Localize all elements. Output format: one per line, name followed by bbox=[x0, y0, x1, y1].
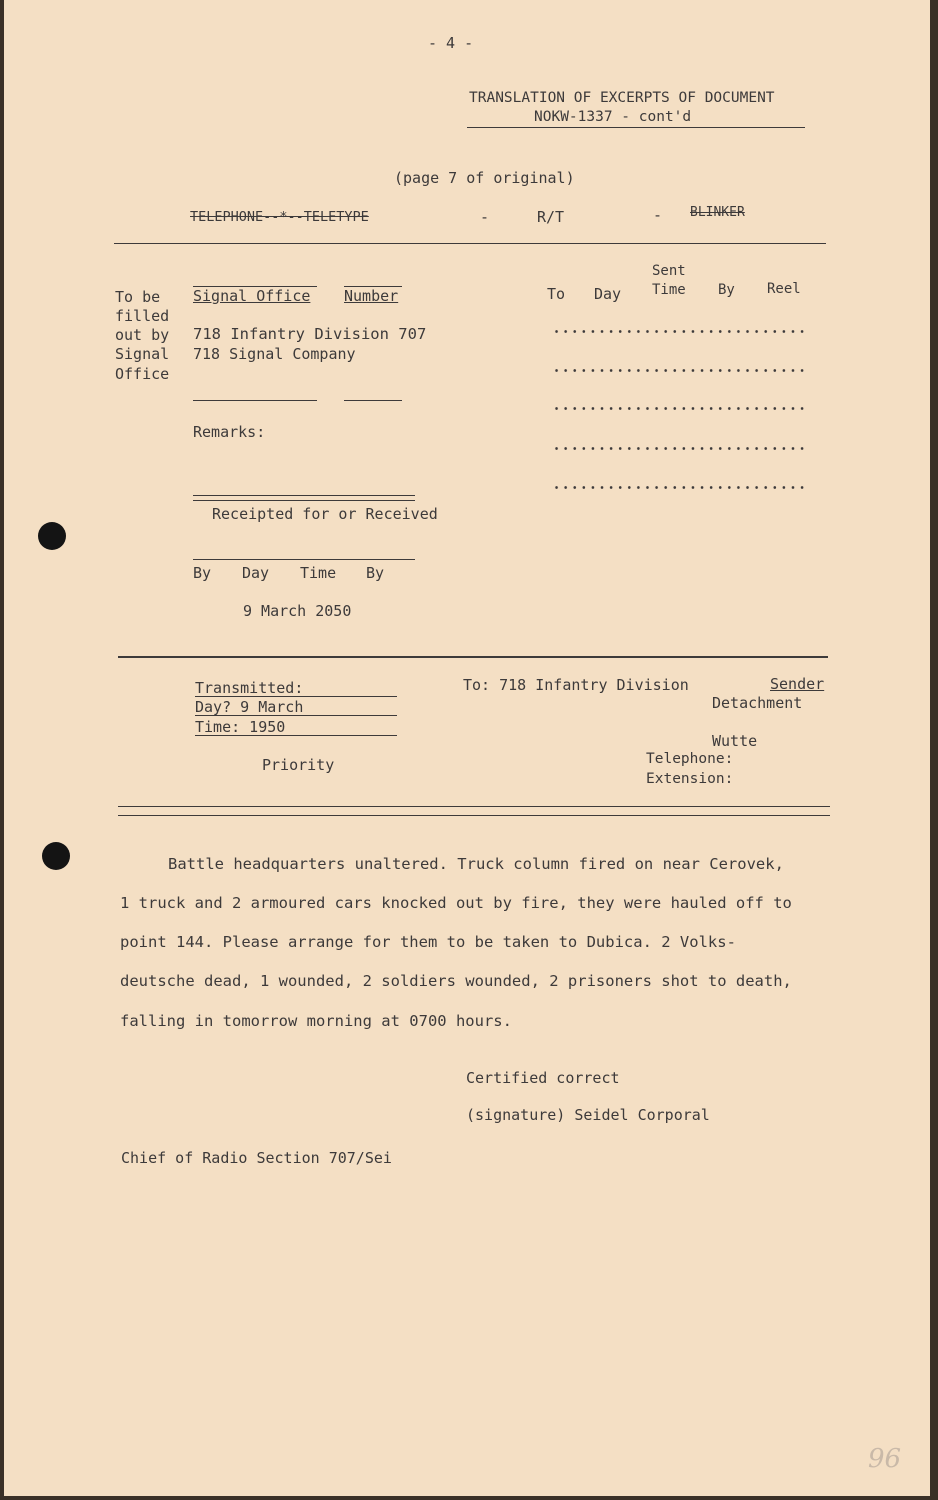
title-underline bbox=[467, 127, 805, 128]
transmitted-underline bbox=[195, 696, 397, 697]
chief-line: Chief of Radio Section 707/Sei bbox=[121, 1149, 392, 1167]
receipt-time: Time bbox=[300, 564, 337, 582]
column-reel: Reel bbox=[767, 281, 801, 297]
page-reference: (page 7 of original) bbox=[394, 169, 575, 187]
receipt-rule-2 bbox=[193, 500, 415, 501]
message-line-4: deutsche dead, 1 wounded, 2 soldiers wounded, 2 prisoners shot to death, bbox=[120, 972, 792, 990]
transmitted-day: Day? 9 March bbox=[195, 698, 304, 716]
company-entry: 718 Signal Company bbox=[193, 345, 356, 363]
day-underline bbox=[195, 715, 397, 716]
signal-office-label: Signal Office bbox=[193, 287, 311, 305]
transmitted-label: Transmitted: bbox=[195, 679, 304, 697]
message-line-2: 1 truck and 2 armoured cars knocked out by fire, they were hauled off to bbox=[120, 894, 792, 912]
transmit-divider-2 bbox=[118, 815, 830, 816]
signal-office-underline bbox=[193, 400, 317, 401]
form-divider bbox=[118, 656, 828, 658]
receipt-entry-line bbox=[193, 559, 415, 560]
mode-blinker: BLINKER bbox=[690, 205, 745, 220]
mode-rt: R/T bbox=[537, 208, 565, 226]
sender-detachment: Detachment bbox=[712, 694, 803, 712]
number-underline bbox=[344, 400, 402, 401]
receipt-rule-1 bbox=[193, 495, 415, 496]
transmitted-time: Time: 1950 bbox=[195, 718, 286, 736]
telephone-label: Telephone: bbox=[646, 751, 734, 767]
filled-by-line-1: To be bbox=[115, 288, 161, 306]
time-underline bbox=[195, 735, 397, 736]
sender-label: Sender bbox=[770, 675, 825, 693]
punch-hole-bottom bbox=[42, 842, 70, 870]
filled-by-line-3: out by bbox=[115, 326, 170, 344]
column-to: To bbox=[547, 285, 566, 303]
sent-entry-line-2 bbox=[552, 369, 808, 372]
message-line-5: falling in tomorrow morning at 0700 hours. bbox=[120, 1012, 512, 1030]
filled-by-line-4: Signal bbox=[115, 345, 170, 363]
extension-label: Extension: bbox=[646, 771, 734, 787]
receipt-by-2: By bbox=[366, 564, 385, 582]
remarks-label: Remarks: bbox=[193, 423, 266, 441]
document-title: TRANSLATION OF EXCERPTS OF DOCUMENT bbox=[469, 90, 775, 106]
sent-label: Sent bbox=[652, 263, 686, 279]
document-page bbox=[4, 0, 930, 1496]
sent-entry-line-4 bbox=[552, 447, 808, 450]
page-number: - 4 - bbox=[428, 34, 474, 52]
column-time: Time bbox=[652, 282, 686, 298]
to-recipient: To: 718 Infantry Division bbox=[463, 676, 689, 694]
sent-entry-line-3 bbox=[552, 407, 808, 410]
message-line-1: Battle headquarters unaltered. Truck column fired on near Cerovek, bbox=[168, 855, 784, 873]
priority-label: Priority bbox=[262, 756, 335, 774]
filled-by-line-2: filled bbox=[115, 307, 170, 325]
receipted-label: Receipted for or Received bbox=[212, 505, 438, 523]
number-label: Number bbox=[344, 287, 399, 305]
mode-telephone-teletype: TELEPHONE--*--TELETYPE bbox=[190, 209, 369, 225]
signature-line: (signature) Seidel Corporal bbox=[466, 1106, 710, 1124]
archive-number: 96 bbox=[868, 1444, 902, 1474]
filled-by-line-5: Office bbox=[115, 365, 170, 383]
mode-dash-1: - bbox=[480, 208, 490, 226]
column-by: By bbox=[718, 282, 735, 298]
received-date: 9 March 2050 bbox=[243, 602, 352, 620]
transmit-divider-1 bbox=[118, 806, 830, 807]
receipt-by-1: By bbox=[193, 564, 212, 582]
certified-correct: Certified correct bbox=[466, 1069, 620, 1087]
sent-entry-line-5 bbox=[552, 486, 808, 489]
sent-entry-line-1 bbox=[552, 330, 808, 333]
sender-name: Wutte bbox=[712, 732, 758, 750]
document-id: NOKW-1337 - cont'd bbox=[534, 109, 692, 125]
modes-rule bbox=[114, 243, 826, 244]
receipt-day: Day bbox=[242, 564, 270, 582]
punch-hole-top bbox=[38, 522, 66, 550]
message-line-3: point 144. Please arrange for them to be taken to Dubica. 2 Volks- bbox=[120, 933, 736, 951]
division-entry: 718 Infantry Division 707 bbox=[193, 325, 427, 343]
mode-dash-2: - bbox=[653, 206, 663, 224]
column-day: Day bbox=[594, 285, 622, 303]
